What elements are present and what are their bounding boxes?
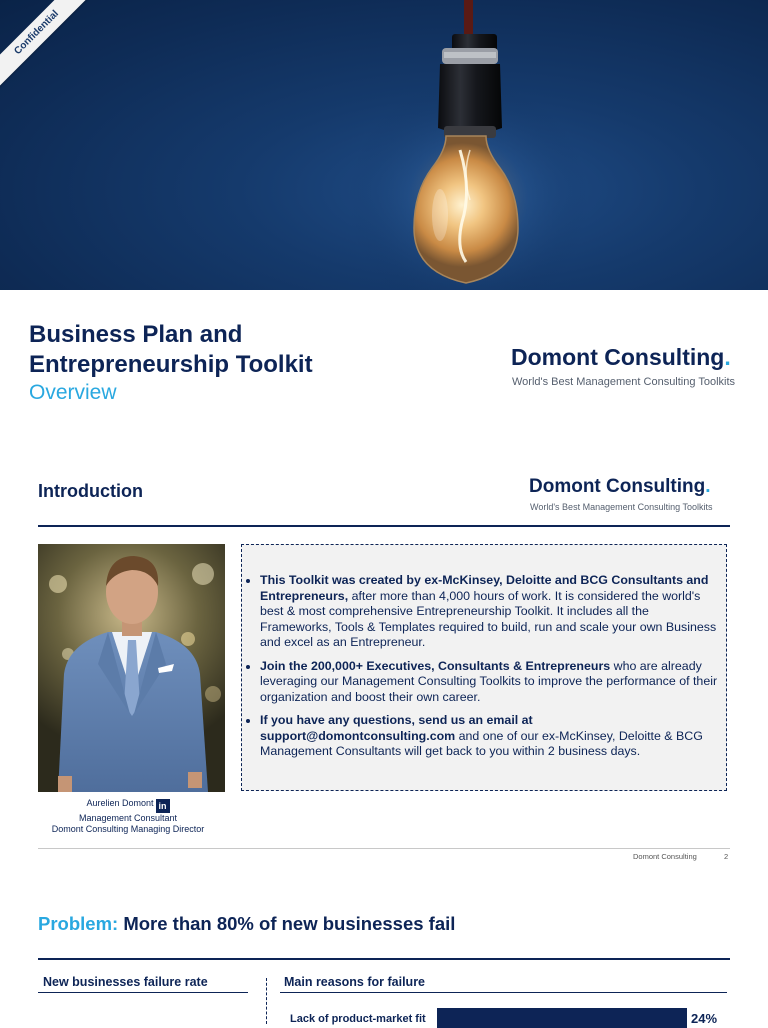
bullet-text: after more than 4,000 hours of work. It is considered the world's best & most comprehensive Entrepreneurship Toolkit. It includes all the Frameworks, Tools & Templates required to build, run and scale your own Business and excel as an Entrepreneur.: [260, 588, 717, 649]
bullet-item: [260, 573, 718, 651]
footer-divider: [38, 848, 730, 849]
problem-title: [38, 913, 455, 935]
intro-bullet-list: [246, 573, 718, 760]
photo-caption: [38, 798, 218, 835]
cover-title: Business Plan and Entrepreneurship Toolkit: [29, 321, 313, 378]
problem-title-divider: [38, 958, 730, 960]
brand-dot: .: [705, 476, 711, 497]
cover-subtitle: Overview: [29, 381, 117, 404]
bar: [437, 1008, 687, 1028]
caption-role: Management Consultant: [78, 813, 178, 823]
brand-logo: [511, 344, 731, 371]
page-number: 2: [724, 852, 729, 861]
problem-title-text: More than 80% of new businesses fail: [123, 913, 456, 934]
caption-name: Aurelien Domont: [86, 798, 154, 808]
bullet-bold: This Toolkit was created by ex-McKinsey, Deloitte and BCG Consultants and Entrepreneurs,: [260, 573, 709, 603]
confidential-ribbon: Confidential: [0, 0, 98, 94]
caption-name-line: [38, 798, 218, 813]
column-divider: [266, 978, 267, 1024]
intro-brand-logo: [529, 476, 711, 498]
failure-reasons-header-rule: [280, 992, 727, 993]
problem-title-highlight: Problem:: [38, 913, 119, 934]
light-bulb-illustration: [0, 0, 768, 290]
bar-label: Lack of product-market fit: [290, 1013, 426, 1025]
linkedin-icon[interactable]: in: [156, 799, 170, 813]
failure-reasons-header: Main reasons for failure: [284, 975, 426, 989]
brand-name: Domont Consulting: [529, 476, 706, 497]
intro-brand-tagline: World's Best Management Consulting Toolkits: [530, 502, 713, 512]
hero-image: [0, 0, 768, 290]
footer-text: Domont Consulting: [633, 852, 697, 861]
bullet-item: [260, 713, 718, 760]
bullet-bold: If you have any questions, send us an email at support@domontconsulting.com: [260, 713, 533, 743]
title-divider: [38, 525, 730, 527]
brand-tagline: World's Best Management Consulting Toolkits: [512, 376, 736, 388]
bullet-item: [260, 659, 718, 706]
bullet-text: who are already leveraging our Management Consulting Toolkits to improve the performance of their organization and boost their own career.: [260, 658, 718, 704]
bar-value-label: 24%: [691, 1011, 718, 1026]
brand-name: Domont Consulting: [511, 344, 725, 370]
caption-position: Domont Consulting Managing Director: [51, 824, 205, 834]
consultant-photo: [38, 544, 225, 792]
failure-rate-header: New businesses failure rate: [43, 975, 208, 989]
brand-dot: .: [724, 344, 731, 370]
bullet-text: and one of our ex-McKinsey, Deloitte & BCG Management Consultants will get back to you within 2 business days.: [260, 728, 703, 758]
bullet-bold: Join the 200,000+ Executives, Consultants & Entrepreneurs: [260, 658, 611, 673]
intro-info-box: [241, 544, 727, 791]
failure-rate-header-rule: [38, 992, 248, 993]
intro-title: Introduction: [38, 481, 143, 501]
